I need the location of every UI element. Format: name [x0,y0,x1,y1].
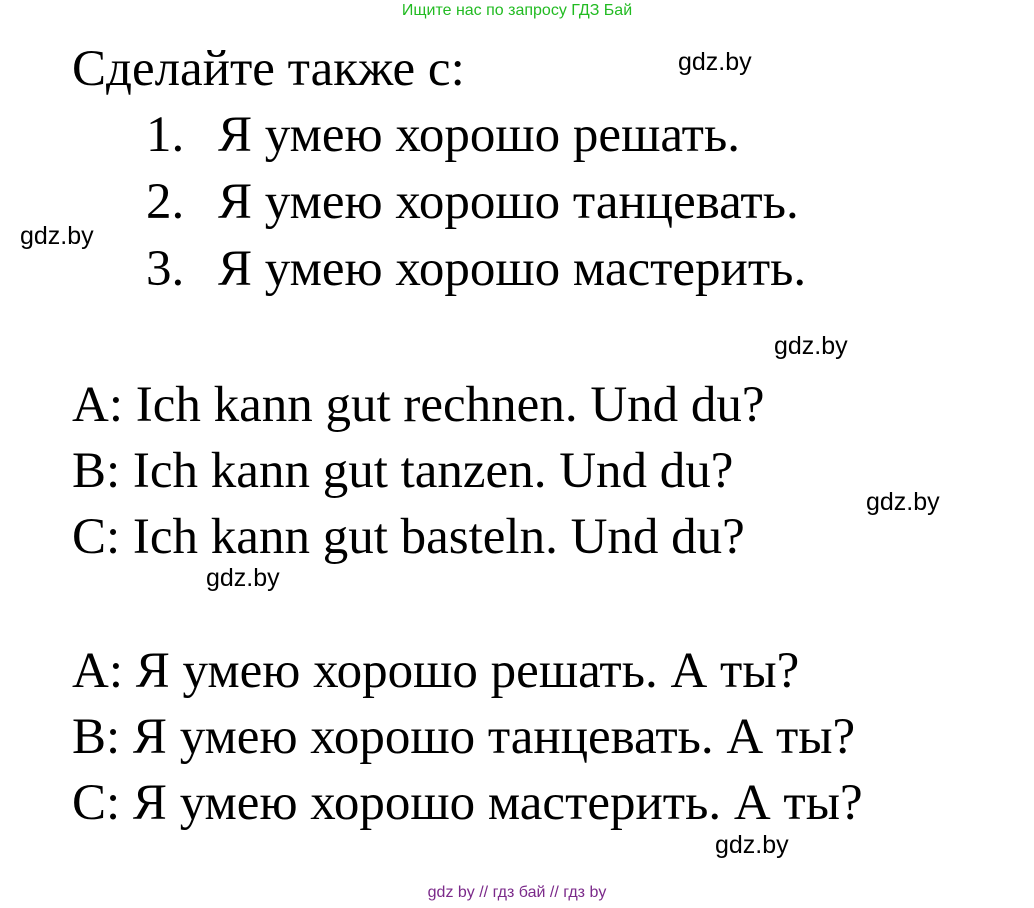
watermark: gdz.by [774,332,848,360]
list-item-text: Я умею хорошо решать. [218,107,740,163]
russian-line-b: B: Я умею хорошо танцевать. А ты? [72,709,856,765]
russian-line-a: A: Я умею хорошо решать. А ты? [72,643,800,699]
footer: gdz by // гдз бай // гдз by [427,884,607,901]
top-banner: Ищите нас по запросу ГДЗ Бай [401,2,633,19]
list-item-text: Я умею хорошо танцевать. [218,174,799,230]
list-item-number: 2. [146,174,185,230]
list-item-3 [146,241,807,297]
heading: Сделайте также с: [72,41,465,97]
list-item-2 [146,174,799,230]
list-item-number: 1. [146,107,185,163]
list-item-text: Я умею хорошо мастерить. [218,241,807,297]
german-line-b: B: Ich kann gut tanzen. Und du? [72,443,734,499]
list-item-number: 3. [146,241,185,297]
russian-line-c: C: Я умею хорошо мастерить. А ты? [72,775,863,831]
list-item-1 [146,107,740,163]
watermark: gdz.by [866,488,940,516]
watermark: gdz.by [206,564,280,592]
watermark: gdz.by [20,222,94,250]
german-line-a: A: Ich kann gut rechnen. Und du? [72,377,765,433]
german-line-c: C: Ich kann gut basteln. Und du? [72,509,745,565]
watermark: gdz.by [678,48,752,76]
watermark: gdz.by [715,831,789,859]
